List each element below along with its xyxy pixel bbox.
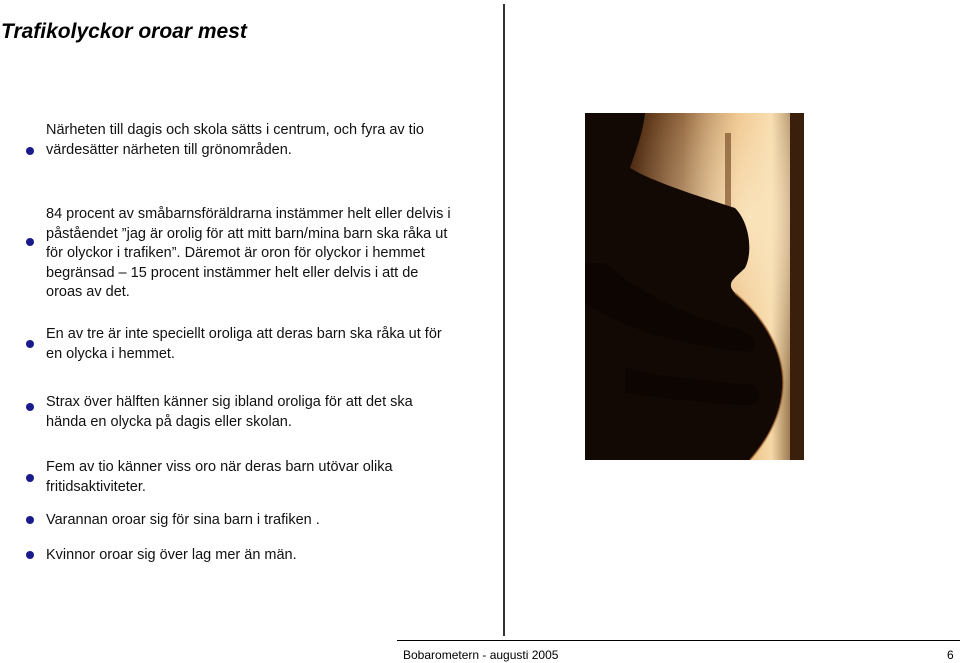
page-title: Trafikolyckor oroar mest <box>1 20 247 43</box>
bullet-text-6: Varannan oroar sig för sina barn i trafiken . <box>46 512 320 528</box>
bullet-icon <box>26 551 34 559</box>
bullet-icon <box>26 474 34 482</box>
pregnant-woman-silhouette-photo <box>585 113 804 460</box>
column-divider <box>503 4 505 636</box>
bullet-text-2: 84 procent av småbarnsföräldrarna instämmer helt eller delvis i påståendet ”jag är orolig för att mitt barn/mina barn ska råka ut för olyckor i trafiken”. Däremot är oron för olyckor i hemmet begränsad – 15 procent instämmer helt eller delvis i att de oroas av det. <box>46 206 451 300</box>
bullet-icon <box>26 238 34 246</box>
bullet-text-1: Närheten till dagis och skola sätts i centrum, och fyra av tio värdesätter närheten till grönområden. <box>46 122 424 158</box>
bullet-text-7: Kvinnor oroar sig över lag mer än män. <box>46 547 297 563</box>
bullet-text-3: En av tre är inte speciellt oroliga att deras barn ska råka ut för en olycka i hemmet. <box>46 326 442 362</box>
footer-source: Bobarometern - augusti 2005 <box>403 648 559 662</box>
bullet-icon <box>26 403 34 411</box>
bullet-icon <box>26 147 34 155</box>
bullet-icon <box>26 516 34 524</box>
page-number: 6 <box>947 648 954 662</box>
bullet-text-4: Strax över hälften känner sig ibland oroliga för att det ska hända en olycka på dagis eller skolan. <box>46 394 413 430</box>
bullet-icon <box>26 340 34 348</box>
bullet-text-5: Fem av tio känner viss oro när deras barn utövar olika fritidsaktiviteter. <box>46 459 393 495</box>
footer-rule <box>397 640 960 641</box>
